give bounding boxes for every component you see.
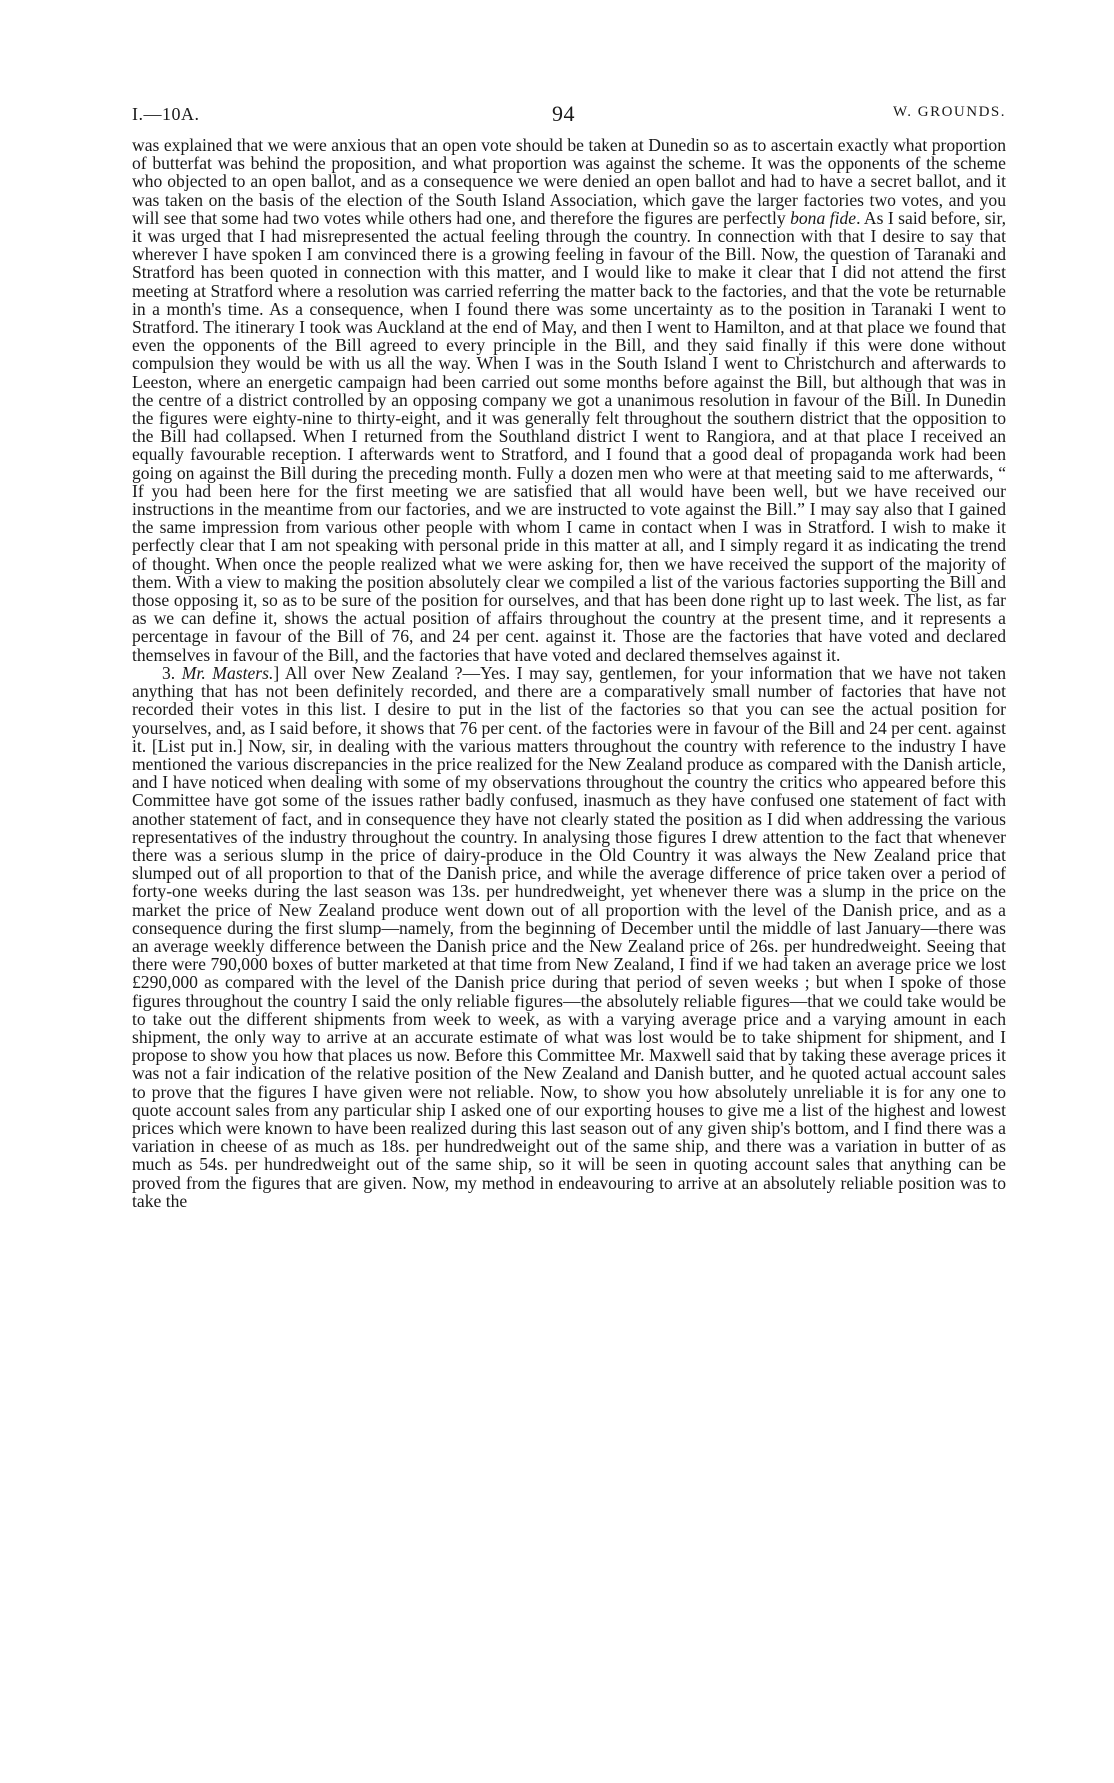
paragraph-continuation [132,136,1006,664]
speaker-name: Mr. Masters. [181,662,274,683]
paragraph-question-3 [132,664,1006,1210]
report-reference: I.—10A. [132,104,200,124]
page-number: 94 [552,101,575,126]
italic-phrase: bona fide [790,207,857,228]
paragraph-text-part: . As I said before, sir, it was urged that I had misrepresented the actual feeling through the country. In connection with that I desire to say that wherever I have spoken I am convinced there is a growing feeling in favour of the Bill. Now, the question of Taranaki and Stratford has been quoted in connection with this matter, and I would like to make it clear that I did not attend the first meeting at Stratford where a resolution was carried referring the matter back to the factories, and that the vote be returnable in a month's time. As a consequence, when I found there was some uncertainty as to the position in Taranaki I went to Stratford. The itinerary I took was Auckland at the end of May, and then I went to Hamilton, and at that place we found that even the opponents of the Bill agreed to every principle in the Bill, and they said finally if this were done without compulsion they would be with us all the way. When I was in the South Island I went to Christchurch and afterwards to Leeston, where an energetic campaign had been carried out some months before against the Bill, but although that was in the centre of a district controlled by an opposing company we got a unanimous resolution in favour of the Bill. In Dunedin the figures were eighty-nine to thirty-eight, and it was generally felt throughout the southern district that the opposition to the Bill had collapsed. When I returned from the Southland district I went to Rangiora, and at that place I received an equally favourable reception. I afterwards went to Stratford, and I found that a good deal of propaganda work had been going on against the Bill during the preceding month. Fully a dozen men who were at that meeting said to me afterwards, “ If you had been here for the first meeting we are satisfied that all would have been well, but we have received our instructions in the meantime from our factories, and we are instructed to vote against the Bill.” I may say also that I gained the same impression from various other people with whom I came in contact when I was in Stratford. I wish to make it perfectly clear that I am not speaking with personal pride in this matter at all, and I simply regard it as indicating the trend of thought. When once the people realized what we were asking for, then we have received the support of the majority of them. With a view to making the position absolutely clear we compiled a list of the various factories supporting the Bill and those opposing it, so as to be sure of the position for ourselves, and that has been done right up to last week. The list, as far as we can define it, shows the actual position of affairs throughout the country at the present time, and it represents a percentage in favour of the Bill of 76, and 24 per cent. against it. Those are the factories that have voted and declared themselves in favour of the Bill, and the factories that have voted and declared themselves against it. [132,207,1006,665]
paragraph-text-part: was explained that we were anxious that an open vote should be taken at Dunedin so as to ascertain exactly what proportion of butterfat was behind the proposition, and what proportion was against the scheme. It was the opponents of the scheme who objected to an open ballot, and as a consequence we were denied an open ballot and had to have a secret ballot, and it was taken on the basis of the election of the South Island Association, which gave the larger factories two votes, and you will see that some had two votes while others had one, and therefore the figures are perfectly [132,135,1006,228]
page-header [132,101,1006,136]
paragraph-text: ] All over New Zealand ?—Yes. I may say, gentlemen, for your information that we have not taken anything that has not been definitely recorded, and there are a comparatively small number of factories that have not recorded their votes in this list. I desire to put in the list of the factories so that you can see the actual position for yourselves, and, as I said before, it shows that 76 per cent. of the factories were in favour of the Bill and 24 per cent. against it. [List put in.] Now, sir, in dealing with the various matters throughout the country with reference to the industry I have mentioned the various discrepancies in the price realized for the New Zealand produce as compared with the Danish article, and I have noticed when dealing with some of my observations throughout the country the critics who appeared before this Committee have got some of the issues rather badly confused, inasmuch as they have confused one statement of fact with another statement of fact, and in consequence they have not clearly stated the position as I did when addressing the various representatives of the industry throughout the country. In analysing those figures I drew attention to the fact that whenever there was a serious slump in the price of dairy-produce in the Old Country it was always the New Zealand price that slumped out of all proportion to that of the Danish price, and while the average difference of price taken over a period of forty-one weeks during the last season was 13s. per hundredweight, yet whenever there was a slump in the price on the market the price of New Zealand produce went down out of all proportion with the level of the Danish price, and as a consequence during the first slump—namely, from the beginning of December until the middle of last January—there was an average weekly difference between the Danish price and the New Zealand price of 26s. per hundredweight. Seeing that there were 790,000 boxes of butter marketed at that time from New Zealand, I find if we had taken an average price we lost £290,000 as compared with the level of the Danish price during that period of seven weeks ; but when I spoke of those figures throughout the country I said the only reliable figures—the absolutely reliable figures—that we could take would be to take out the different shipments from week to week, as with a varying average price and a varying amount in each shipment, the only way to arrive at an accurate estimate of what was lost would be to take shipment for shipment, and I propose to show you how that places us now. Before this Committee Mr. Maxwell said that by taking these average prices it was not a fair indication of the relative position of the New Zealand and Danish butter, and he quoted actual account sales to prove that the figures I have given were not reliable. Now, to show you how absolutely unreliable it is for any one to quote account sales from any particular ship I asked one of our exporting houses to give me a list of the highest and lowest prices which were known to have been realized during this last season out of any given ship's bottom, and I find there was a variation in cheese of as much as 18s. per hundredweight out of the same ship, and there was a variation in butter of as much as 54s. per hundredweight out of the same ship, so it will be seen in quoting account sales that anything can be proved from the figures that are given. Now, my method in endeavouring to arrive at an absolutely reliable position was to take the [132,662,1007,1211]
body-text [132,136,1006,1210]
witness-name: W. GROUNDS. [892,104,1006,120]
question-number: 3. [162,662,182,683]
